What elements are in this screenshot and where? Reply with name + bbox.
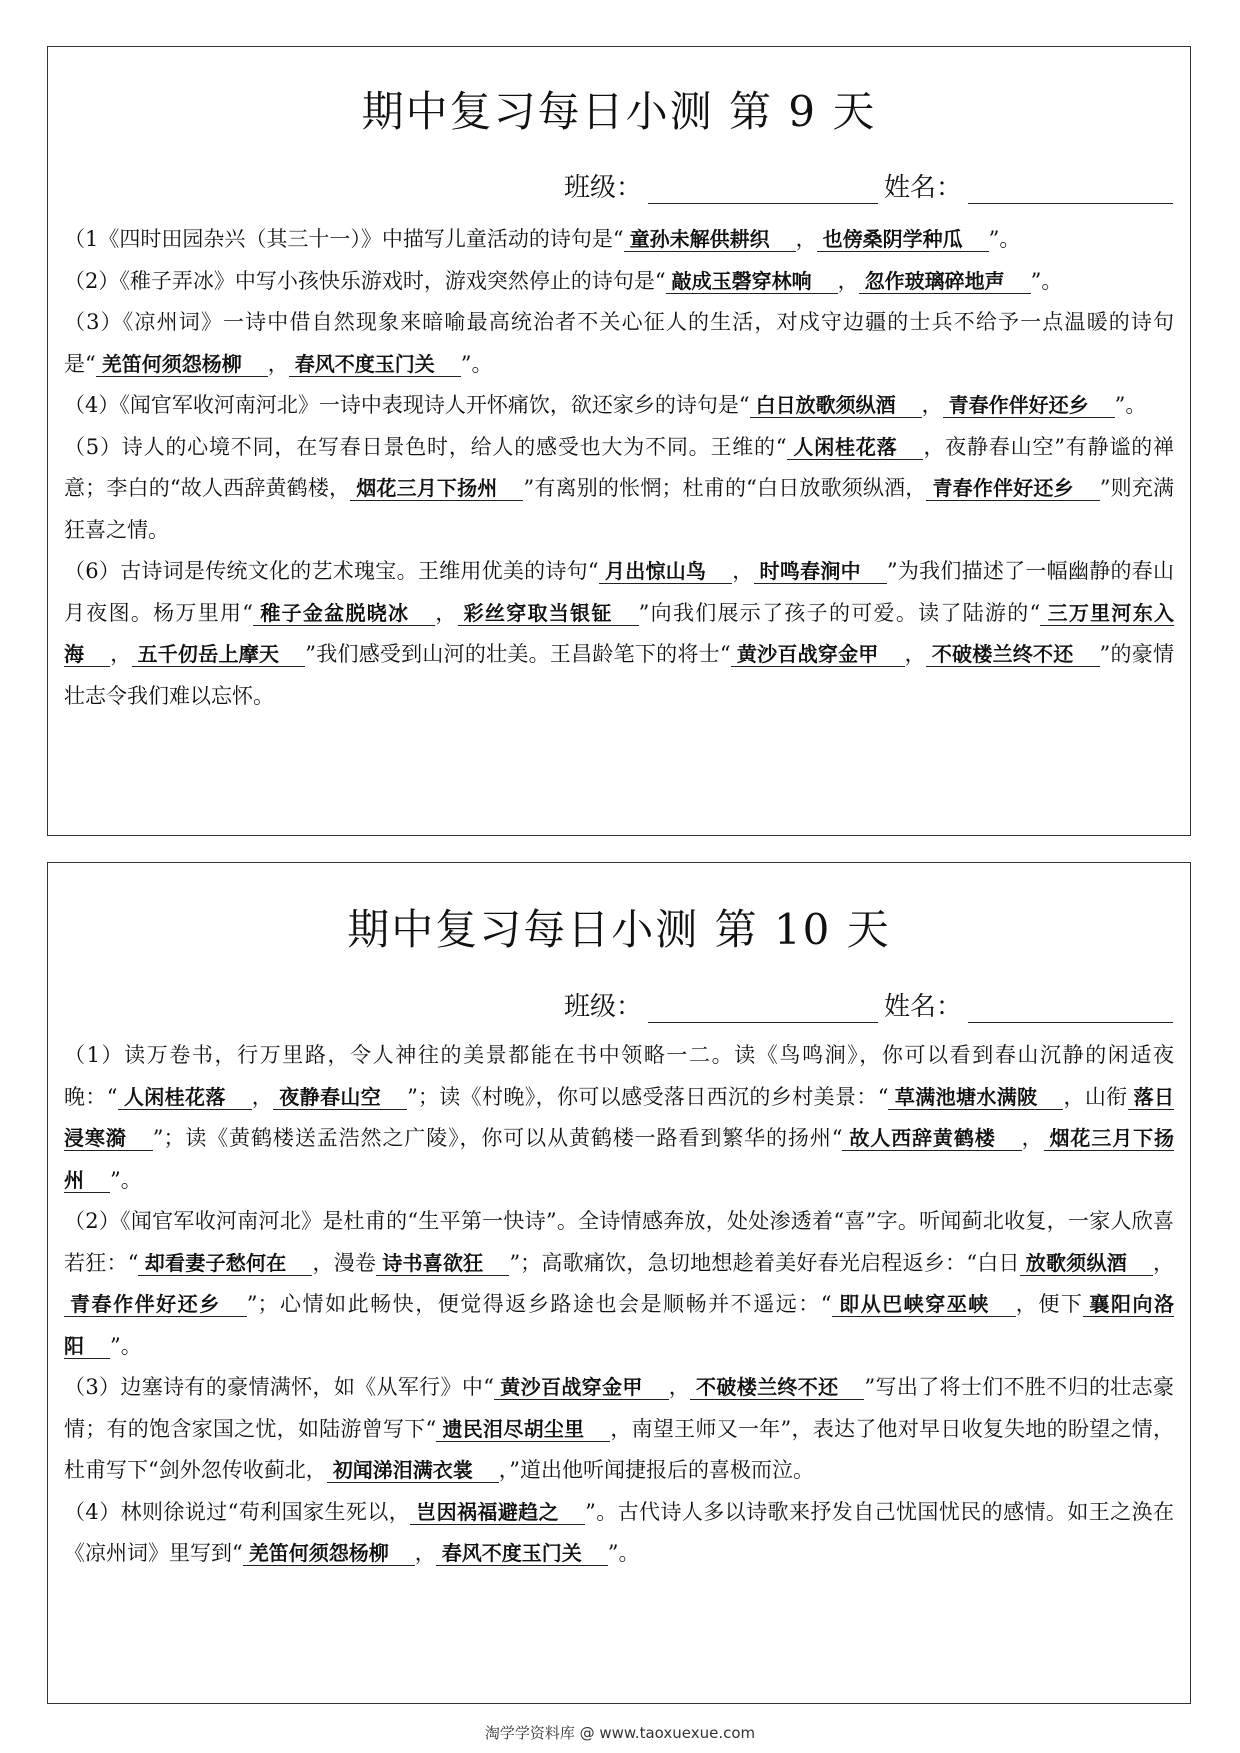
- question-text: （2）《稚子弄冰》中写小孩快乐游戏时，游戏突然停止的诗句是“: [64, 268, 666, 293]
- question-text: ，: [267, 351, 289, 376]
- answer-blank: 敲成玉磬穿林响: [666, 269, 838, 294]
- question-text: ”则充满狂喜之情。: [64, 476, 1175, 542]
- question-text: （3）《凉州词》一诗中借自然现象来暗喻最高统治者不关心征人的生活，对戍守边疆的士兵不给予一点温暖的诗句是“: [64, 310, 1174, 376]
- class-blank: [648, 994, 878, 1023]
- answer-blank: 烟花三月下扬州: [64, 1126, 1175, 1192]
- student-info-row: [564, 167, 1173, 204]
- question-text: ”。: [110, 1333, 142, 1358]
- question-1: [64, 1035, 1174, 1201]
- answer-blank: 青春作伴好还乡: [943, 393, 1115, 418]
- quiz-card-day-9: [47, 46, 1191, 836]
- answer-blank: 落日浸寒漪: [64, 1084, 1175, 1150]
- answer-blank: 夜静春山空: [273, 1085, 407, 1110]
- question-5: [64, 427, 1174, 552]
- question-text: （6）古诗词是传统文化的艺术瑰宝。王维用优美的诗句“: [64, 559, 599, 583]
- answer-blank: 白日放歌须纵酒: [750, 393, 922, 418]
- answer-blank: 春风不度玉门关: [436, 1541, 608, 1566]
- question-text: ”；读《黄鹤楼送孟浩然之广陵》，你可以从黄鹤楼一路看到繁华的扬州“: [152, 1126, 843, 1150]
- name-blank: [968, 994, 1173, 1023]
- question-3: [64, 302, 1174, 385]
- question-text: ，: [668, 1375, 691, 1399]
- answer-blank: 人闲桂花落: [118, 1085, 252, 1110]
- answer-blank: 放歌须纵酒: [1020, 1251, 1153, 1276]
- question-text: ”有离别的怅惘；杜甫的“白日放歌须纵酒，: [523, 476, 927, 500]
- answer-blank: 岂因祸福避趋之: [410, 1500, 585, 1525]
- question-1: [64, 219, 1174, 261]
- question-text: ，: [414, 1541, 436, 1565]
- question-text: ”我们感受到山河的壮美。王昌龄笔下的将士“: [305, 642, 731, 666]
- question-2: [64, 1201, 1174, 1367]
- question-text: ”的豪情壮志令我们难以忘怀。: [64, 642, 1175, 708]
- answer-blank: 羌笛何须怨杨柳: [96, 352, 268, 377]
- question-text: ，: [435, 600, 458, 625]
- quiz-title: 期中复习每日小测 第 9 天: [361, 87, 877, 136]
- name-label: 姓名：: [884, 173, 963, 203]
- question-text: ，: [1153, 1250, 1175, 1275]
- question-text: （4）林则徐说过“苟利国家生死以，: [64, 1499, 411, 1524]
- answer-blank: 不破楼兰终不还: [690, 1375, 864, 1400]
- answer-blank: 也傍桑阴学种瓜: [817, 227, 989, 252]
- answer-blank: 童孙未解供耕织: [624, 227, 796, 252]
- question-text: ”。: [1114, 393, 1147, 417]
- question-text: ，: [904, 642, 926, 666]
- name-blank: [968, 175, 1173, 204]
- question-text: ，漫卷: [312, 1250, 377, 1275]
- answer-blank: 襄阳向洛阳: [64, 1292, 1175, 1358]
- quiz-card-day-10: [47, 862, 1191, 1704]
- question-text: ”。: [607, 1541, 640, 1565]
- question-text: ，: [732, 559, 754, 583]
- answer-blank: 彩丝穿取当银钲: [458, 601, 639, 626]
- question-text: ，”道出他听闻捷报后的喜极而泣。: [498, 1458, 814, 1482]
- class-label: 班级：: [564, 173, 643, 203]
- quiz-title: 期中复习每日小测 第 10 天: [347, 905, 891, 954]
- class-blank: [648, 175, 878, 204]
- answer-blank: 遗民泪尽胡尘里: [436, 1417, 610, 1442]
- question-text: ”写出了将士们不胜不归的壮志豪情；有的饱含家国之忧，如陆游曾写下“: [64, 1375, 1174, 1441]
- question-text: ”；高歌痛饮，急切地想趁着美好春光启程返乡：“白日: [509, 1250, 1020, 1275]
- question-text: ”。: [110, 1167, 142, 1192]
- class-label: 班级：: [564, 992, 643, 1022]
- answer-blank: 黄沙百战穿金甲: [494, 1375, 669, 1400]
- question-text: （3）边塞诗有的豪情满怀，如《从军行》中“: [64, 1375, 494, 1399]
- question-text: （4）《闻官军收河南河北》一诗中表现诗人开怀痛饮，欲还家乡的诗句是“: [64, 393, 750, 417]
- answer-blank: 春风不度玉门关: [289, 352, 461, 377]
- question-text: （1《四时田园杂兴（其三十一）》中描写儿童活动的诗句是“: [64, 227, 624, 251]
- answer-blank: 五千仞岳上摩天: [132, 642, 306, 667]
- answer-blank: 青春作伴好还乡: [64, 1292, 247, 1317]
- question-text: ，: [921, 393, 943, 417]
- answer-blank: 月出惊山鸟: [599, 559, 733, 584]
- question-list: [64, 1035, 1174, 1575]
- question-text: ，: [1021, 1126, 1044, 1150]
- answer-blank: 烟花三月下扬州: [350, 476, 523, 501]
- question-text: ，: [795, 227, 817, 251]
- question-4: [64, 1492, 1174, 1575]
- question-text: ，山衔: [1063, 1084, 1128, 1109]
- answer-blank: 不破楼兰终不还: [926, 642, 1100, 667]
- question-text: （5）诗人的心境不同，在写春日景色时，给人的感受也大为不同。王维的“: [64, 434, 787, 459]
- question-2: [64, 261, 1174, 303]
- question-6: [64, 551, 1174, 717]
- question-text: ，夜静春山空”有静谧的禅意；李白的“故人西辞黄鹤楼，: [64, 434, 1175, 500]
- answer-blank: 黄沙百战穿金甲: [731, 642, 905, 667]
- question-text: ，: [110, 642, 132, 666]
- answer-blank: 羌笛何须怨杨柳: [243, 1541, 415, 1566]
- question-text: ，南望王师又一年”，表达了他对早日收复失地的盼望之情，杜甫写下“剑外忽传收蓟北，: [64, 1416, 1175, 1482]
- question-text: ”。: [1030, 268, 1063, 293]
- question-text: （2）《闻官军收河南河北》是杜甫的“生平第一快诗”。全诗情感奔放，处处渗透着“喜”字。听闻蓟北收复，一家人欣喜若狂：“: [64, 1209, 1174, 1275]
- answer-blank: 草满池塘水满陂: [888, 1085, 1063, 1110]
- footer-watermark: 淘学学资料库 @ www.taoxuexue.com: [484, 1724, 756, 1742]
- answer-blank: 青春作伴好还乡: [926, 476, 1099, 501]
- answer-blank: 时鸣春涧中: [754, 559, 887, 584]
- question-text: ”。: [460, 351, 493, 376]
- question-text: ”为我们描述了一幅幽静的春山月夜图。杨万里用“: [64, 559, 1174, 625]
- question-text: ，便下: [1015, 1292, 1084, 1316]
- question-text: （1）读万卷书，行万里路，令人神往的美景都能在书中领略一二。读《鸟鸣涧》，你可以看到春山沉静的闲适夜晚：“: [64, 1043, 1174, 1109]
- answer-blank: 初闻涕泪满衣裳: [327, 1458, 499, 1483]
- question-list: [64, 219, 1174, 717]
- answer-blank: 三万里河东入海: [64, 600, 1175, 666]
- answer-blank: 即从巴峡穿巫峡: [832, 1292, 1016, 1317]
- question-text: ，: [837, 268, 859, 293]
- question-text: ”；读《村晚》，你可以感受落日西沉的乡村美景：“: [407, 1084, 889, 1109]
- question-text: ”向我们展示了孩子的可爱。读了陆游的“: [638, 600, 1041, 625]
- student-info-row: [564, 986, 1173, 1023]
- answer-blank: 故人西辞黄鹤楼: [842, 1126, 1021, 1151]
- question-text: ”。: [988, 227, 1021, 251]
- question-text: ”。古代诗人多以诗歌来抒发自己忧国忧民的感情。如王之涣在《凉州词》里写到“: [64, 1499, 1174, 1565]
- answer-blank: 忽作玻璃碎地声: [859, 269, 1031, 294]
- question-text: ，: [251, 1084, 274, 1109]
- name-label: 姓名：: [884, 992, 963, 1022]
- question-text: ”；心情如此畅快，便觉得返乡路途也会是顺畅并不遥远：“: [246, 1292, 832, 1316]
- answer-blank: 人闲桂花落: [787, 435, 924, 460]
- answer-blank: 稚子金盆脱晓冰: [253, 601, 435, 626]
- question-3: [64, 1367, 1174, 1492]
- answer-blank: 却看妻子愁何在: [138, 1251, 312, 1276]
- answer-blank: 诗书喜欲狂: [376, 1251, 509, 1276]
- question-4: [64, 385, 1174, 427]
